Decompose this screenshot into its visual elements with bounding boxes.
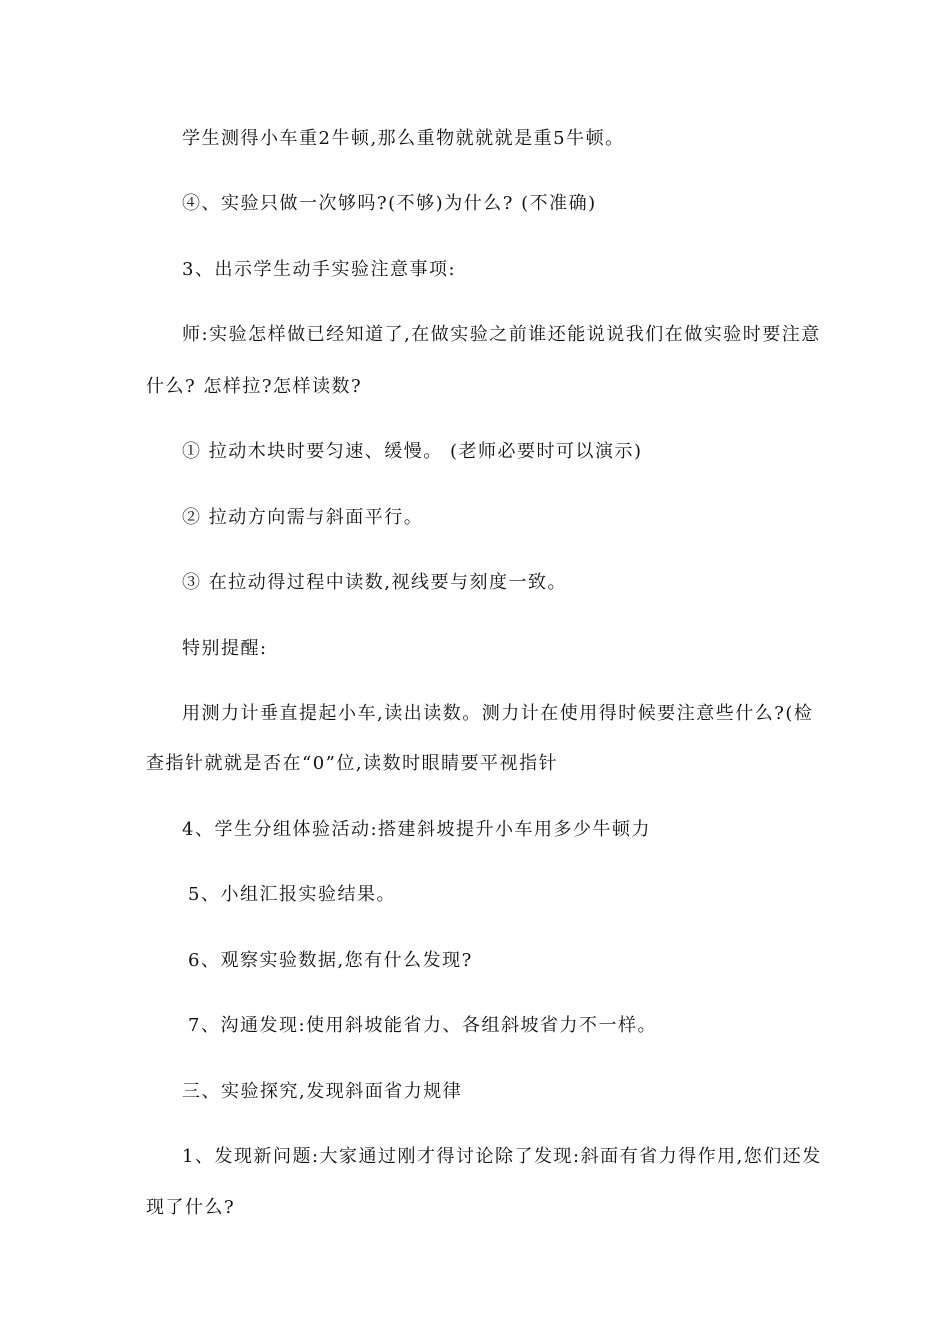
list-item: ② 拉动方向需与斜面平行。: [182, 507, 424, 528]
section-heading: 三、实验探究,发现斜面省力规律: [182, 1081, 463, 1102]
section-heading: 6、观察实验数据,您有什么发现?: [188, 950, 473, 971]
paragraph-line: ④、实验只做一次够吗?(不够)为什么? (不准确): [182, 193, 597, 214]
list-item: ③ 在拉动得过程中读数,视线要与刻度一致。: [182, 572, 567, 593]
paragraph-line: 用测力计垂直提起小车,读出读数。测力计在使用得时候要注意些什么?(检: [182, 703, 814, 724]
paragraph-line: 现了什么?: [146, 1197, 236, 1218]
paragraph-line: 特别提醒:: [182, 638, 268, 659]
paragraph-line: 查指针就就是否在“0”位,读数时眼睛要平视指针: [146, 753, 559, 774]
section-heading: 3、出示学生动手实验注意事项:: [182, 259, 457, 280]
list-item: ① 拉动木块时要匀速、缓慢。 (老师必要时可以演示): [182, 441, 643, 462]
paragraph-line: 学生测得小车重2牛顿,那么重物就就就是重5牛顿。: [182, 128, 625, 149]
paragraph-line: 1、发现新问题:大家通过刚才得讨论除了发现:斜面有省力得作用,您们还发: [182, 1146, 822, 1167]
paragraph-line: 什么? 怎样拉?怎样读数?: [146, 376, 363, 397]
paragraph-line: 师:实验怎样做已经知道了,在做实验之前谁还能说说我们在做实验时要注意: [182, 324, 821, 345]
section-heading: 4、学生分组体验活动:搭建斜坡提升小车用多少牛顿力: [182, 819, 652, 840]
section-heading: 5、小组汇报实验结果。: [188, 884, 396, 905]
section-heading: 7、沟通发现:使用斜坡能省力、各组斜坡省力不一样。: [188, 1015, 658, 1036]
